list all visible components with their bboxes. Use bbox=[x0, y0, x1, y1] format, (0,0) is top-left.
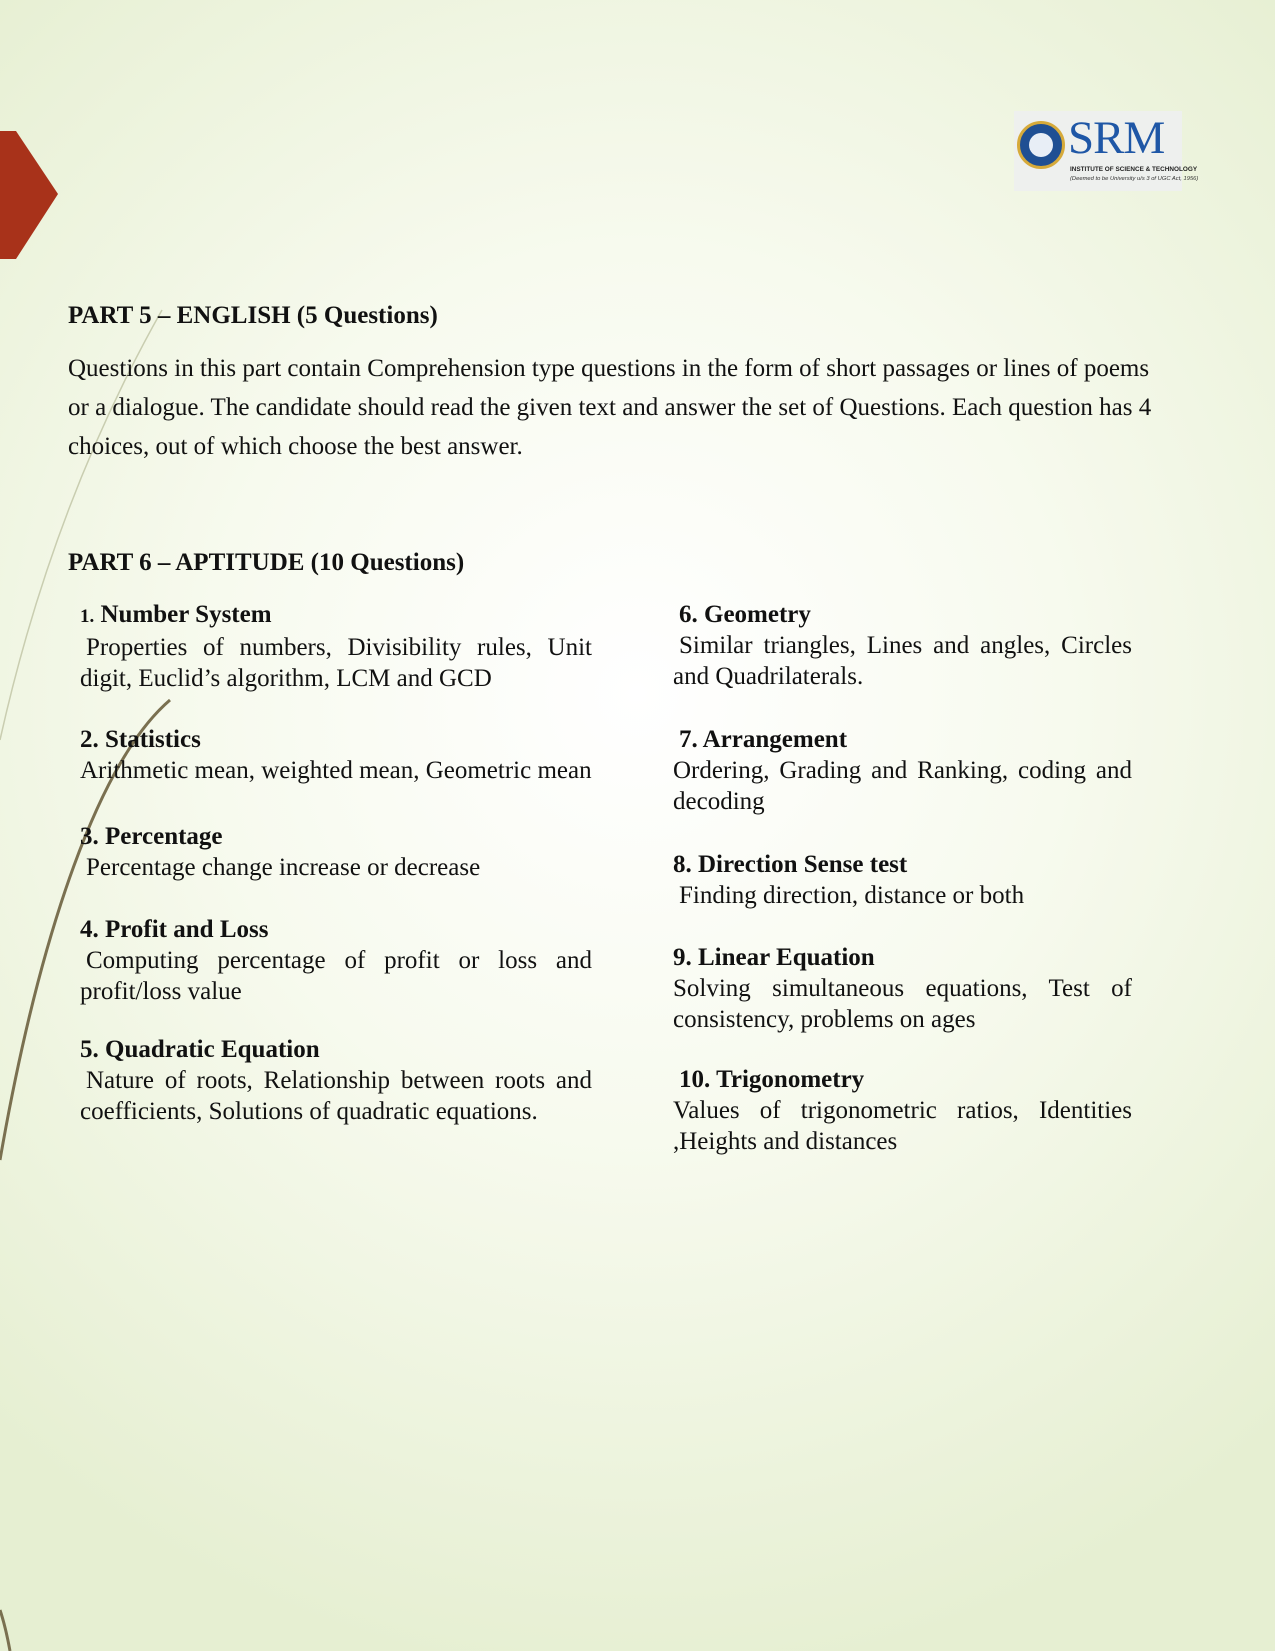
topic-title: 10. Trigonometry bbox=[679, 1066, 865, 1093]
topic-description: Solving simultaneous equations, Test of consistency, problems on ages bbox=[673, 975, 1132, 1033]
topic-item bbox=[673, 943, 1132, 1035]
topic-title: 7. Arrangement bbox=[679, 726, 848, 753]
topic-title: 5. Quadratic Equation bbox=[80, 1036, 320, 1063]
topic-title: 4. Profit and Loss bbox=[80, 916, 269, 943]
curved-line-bottom bbox=[0, 1610, 10, 1651]
topic-title: 9. Linear Equation bbox=[673, 944, 875, 971]
topic-item bbox=[80, 915, 592, 1007]
srm-logo bbox=[1014, 111, 1199, 191]
topic-title: 6. Geometry bbox=[679, 601, 811, 628]
topic-title: 2. Statistics bbox=[80, 726, 201, 753]
logo-wordmark: SRM bbox=[1068, 112, 1165, 164]
logo-subtitle: INSTITUTE OF SCIENCE & TECHNOLOGY bbox=[1070, 166, 1198, 173]
topic-title: 1. Number System bbox=[80, 601, 272, 628]
part5-intro: Questions in this part contain Comprehension type questions in the form of short passages or lines of poems or a dialogue. The candidate should read the given text and answer the set of Questions. Each question has 4 choices, out of which choose the best answer. bbox=[68, 355, 1152, 460]
topic-item bbox=[673, 600, 1132, 692]
topic-description: Ordering, Grading and Ranking, coding and decoding bbox=[673, 757, 1132, 815]
red-arrow-tab bbox=[0, 131, 58, 259]
topic-title: 3. Percentage bbox=[80, 823, 223, 850]
topic-description: Properties of numbers, Divisibility rules, Unit digit, Euclid’s algorithm, LCM and GCD bbox=[80, 634, 592, 692]
topic-description: Similar triangles, Lines and angles, Circles and Quadrilaterals. bbox=[673, 632, 1132, 690]
topic-item bbox=[80, 1035, 592, 1127]
part5-heading: PART 5 – ENGLISH (5 Questions) bbox=[68, 302, 438, 329]
topic-description: Values of trigonometric ratios, Identities ,Heights and distances bbox=[673, 1097, 1132, 1155]
part6-heading: PART 6 – APTITUDE (10 Questions) bbox=[68, 549, 465, 576]
topic-description: Percentage change increase or decrease bbox=[86, 854, 481, 881]
topic-item bbox=[80, 822, 592, 883]
topic-item bbox=[673, 725, 1132, 817]
topic-description: Finding direction, distance or both bbox=[679, 882, 1025, 909]
topic-item bbox=[80, 725, 592, 786]
topic-item bbox=[673, 1065, 1132, 1157]
topic-description: Computing percentage of profit or loss and profit/loss value bbox=[80, 947, 592, 1005]
logo-tagline: (Deemed to be University u/s 3 of UGC Act, 1956) bbox=[1070, 176, 1199, 182]
topic-description: Arithmetic mean, weighted mean, Geometric mean bbox=[80, 757, 592, 784]
topic-title: 8. Direction Sense test bbox=[673, 851, 908, 878]
topic-item bbox=[80, 600, 592, 694]
topic-item bbox=[673, 850, 1132, 911]
topic-description: Nature of roots, Relationship between roots and coefficients, Solutions of quadratic equations. bbox=[80, 1067, 592, 1125]
university-seal-icon bbox=[1017, 121, 1065, 169]
